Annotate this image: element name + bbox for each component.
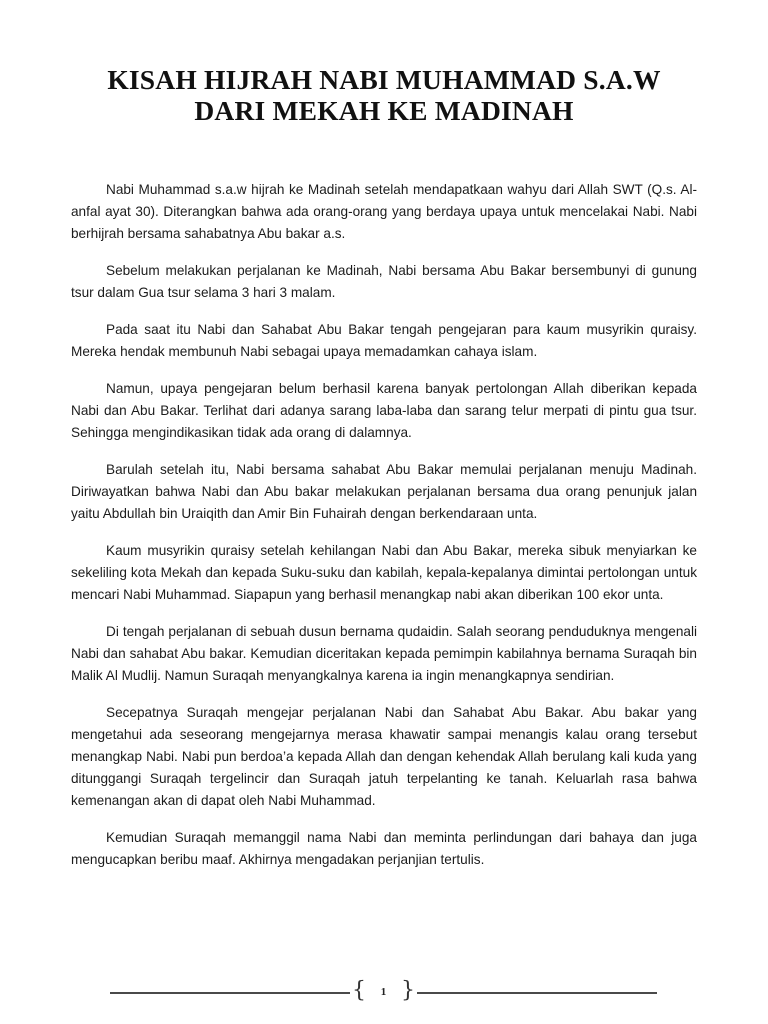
paragraph-2: Sebelum melakukan perjalanan ke Madinah, Nabi bersama Abu Bakar bersembunyi di gunung tsur dalam Gua tsur selama 3 hari 3 malam. [71,263,697,300]
paragraph-6: Kaum musyrikin quraisy setelah kehilangan Nabi dan Abu Bakar, mereka sibuk menyiarkan ke sekeliling kota Mekah dan kepada Suku-suku dan kabilah, kepala-kepalanya dimintai pertolongan untuk mencari Nabi Muhammad. Siapapun yang berhasil menangkap nabi akan diberikan 100 ekor unta. [71,543,697,602]
footer-rule-right [417,992,657,994]
paragraph-4: Namun, upaya pengejaran belum berhasil karena banyak pertolongan Allah diberikan kepada Nabi dan Abu Bakar. Terlihat dari adanya sarang laba-laba dan sarang telur merpati di pintu gua tsur. Sehingga mengindikasikan tidak ada orang di dalamnya. [71,381,697,440]
document-body [71,179,697,886]
paragraph-5: Barulah setelah itu, Nabi bersama sahabat Abu Bakar memulai perjalanan menuju Madinah. Diriwayatkan bahwa Nabi dan Abu bakar melakukan perjalanan bersama dua orang penunjuk jalan yaitu Abdullah bin Uraiqith dan Amir Bin Fuhairah dengan berkendaraan unta. [71,462,697,521]
paragraph-1: Nabi Muhammad s.a.w hijrah ke Madinah setelah mendapatkaan wahyu dari Allah SWT (Q.s. Al-anfal ayat 30). Diterangkan bahwa ada orang-orang yang berdaya upaya untuk mencelakai Nabi. Nabi berhijrah bersama sahabatnya Abu bakar a.s. [71,182,697,241]
paragraph-8: Secepatnya Suraqah mengejar perjalanan Nabi dan Sahabat Abu Bakar. Abu bakar yang mengetahui ada seseorang mengejarnya merasa khawatir sampai menangis kalau orang tersebut menangkap Nabi. Nabi pun berdoa’a kepada Allah dan dengan kehendak Allah berulang kali kuda yang ditunggangi Suraqah tergelincir dan Suraqah jatuh terpelanting ke tanah. Keluarlah rasa bahwa kemenangan akan di dapat oleh Nabi Muhammad. [71,705,697,808]
title-line-2: DARI MEKAH KE MADINAH [194,95,574,126]
document-title [40,64,728,126]
paragraph-9: Kemudian Suraqah memanggil nama Nabi dan meminta perlindungan dari bahaya dan juga mengucapkan beribu maaf. Akhirnya mengadakan perjanjian tertulis. [71,830,697,867]
footer-brace-close: } [401,978,415,1003]
page-number: 1 [380,986,387,998]
paragraph-7: Di tengah perjalanan di sebuah dusun bernama qudaidin. Salah seorang penduduknya mengenali Nabi dan sahabat Abu bakar. Kemudian diceritakan kepada pemimpin kabilahnya bernama Suraqah bin Malik Al Mudlij. Namun Suraqah menyangkalnya karena ia ingin menangkapnya sendirian. [71,624,697,683]
paragraph-3: Pada saat itu Nabi dan Sahabat Abu Bakar tengah pengejaran para kaum musyrikin quraisy. Mereka hendak membunuh Nabi sebagai upaya memadamkan cahaya islam. [71,322,697,359]
title-line-1: KISAH HIJRAH NABI MUHAMMAD S.A.W [107,64,661,95]
page-footer [110,978,657,1004]
footer-brace-open: { [352,978,366,1003]
